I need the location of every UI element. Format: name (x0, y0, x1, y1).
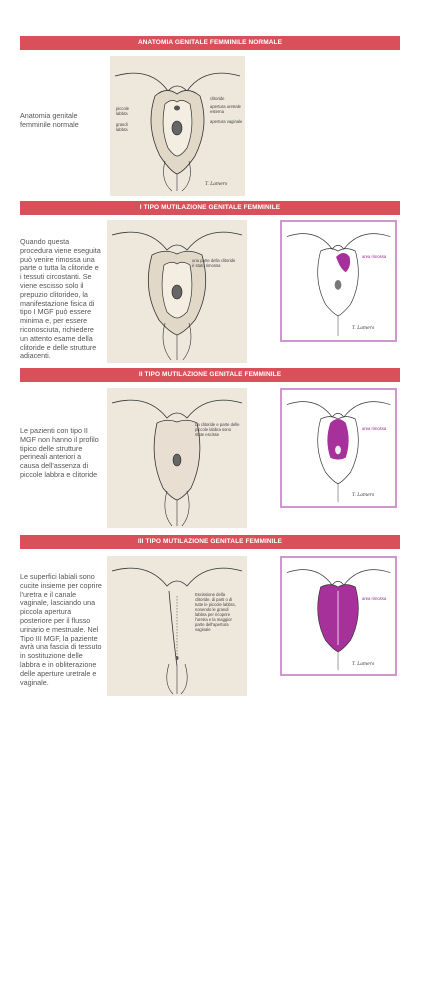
illustration-type-3 (107, 556, 247, 696)
inset-label-type-3: area rimossa (362, 596, 387, 601)
inset-type-3 (280, 556, 397, 676)
inset-signature: T. Lamers (352, 326, 375, 331)
type-1-drawing (107, 220, 247, 363)
label-clitoride: clitoride (210, 96, 225, 101)
type-1-inset-drawing (282, 222, 395, 340)
inset-type-1 (280, 220, 397, 342)
section-text-type-1: Quando questa procedura viene eseguita può venire rimossa una parte o tutta la clitoride e i tessuti circostanti. Se viene escisso solo il prepuzio clitorideo, la manifestazione fisica di tipo I MGF può essere minima e, per essere riconosciuta, richiedere un attento esame della clitoride e delle strutture adiacenti. (20, 237, 101, 361)
inset-label-type-2: area rimossa (362, 426, 387, 431)
inset-signature: T. Lamers (352, 662, 375, 667)
label-apertura-uretrale: apertura uretrale esterna (210, 104, 241, 114)
banner-type-1: I TIPO MUTILAZIONE GENITALE FEMMINILE (20, 201, 400, 215)
banner-type-3: III TIPO MUTILAZIONE GENITALE FEMMINILE (20, 535, 400, 549)
section-text-type-2: Le pazienti con tipo II MGF non hanno il profilo tipico delle strutture perineali anteriori a causa dell'assenza di piccole labbra e clitoride (20, 426, 99, 479)
type-2-drawing (107, 388, 247, 528)
label-piccole-labbra: piccole labbra (116, 106, 130, 116)
label-grandi-labbra: grandi labbra (116, 122, 128, 132)
banner-type-2: II TIPO MUTILAZIONE GENITALE FEMMINILE (20, 368, 400, 382)
label-type-3: Escissione della clitoride, di parti o di tutte le piccole labbra, nonendo le grandi labbra per ricoprire l'uretra e la maggior parte dell'apertura vaginale (195, 592, 236, 632)
inset-signature: T. Lamers (352, 493, 375, 498)
section-text-type-3: Le superfici labiali sono cucite insieme per coprire l'uretra e il canale vaginale, lasciando una piccola apertura posteriore per il flusso urinario e mestruale. Nel Tipo III MGF, la paziente avrà una fascia di tessuto in sostituzione delle labbra e in obliterazione delle aperture uretrale e vaginale. (20, 572, 102, 687)
section-text-normal: Anatomia genitale femminile normale (20, 111, 79, 129)
type-3-inset-drawing (282, 558, 395, 674)
inset-label-type-1: area rimossa (362, 254, 387, 259)
label-type-1: una parte della clitoride è stato rimossa (192, 258, 236, 268)
label-apertura-vaginale: apertura vaginale (210, 119, 243, 124)
illustration-type-1 (107, 220, 247, 363)
signature: T. Lamers (205, 182, 228, 187)
label-type-2: La clitoride e parte delle piccole labbra sono state escisse (195, 422, 240, 437)
illustration-normal (110, 56, 245, 196)
inset-type-2 (280, 388, 397, 508)
banner-normal: ANATOMIA GENITALE FEMMINILE NORMALE (20, 36, 400, 50)
illustration-type-2 (107, 388, 247, 528)
type-2-inset-drawing (282, 390, 395, 506)
